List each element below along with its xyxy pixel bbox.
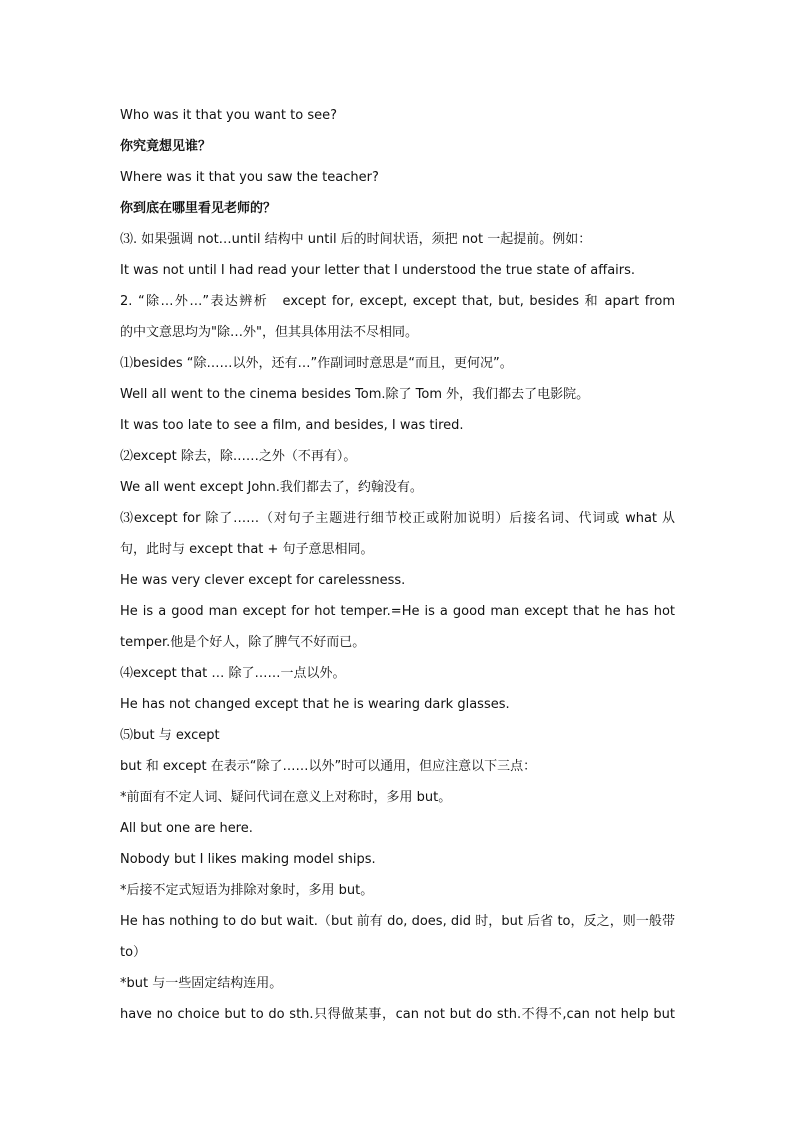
example-sentence: Well all went to the cinema besides Tom.除了 Tom 外，我们都去了电影院。 — [120, 387, 590, 402]
example-sentence: He is a good man except for hot temper.=He is a good man except that he has hot — [120, 604, 675, 619]
document-body — [120, 100, 675, 1030]
example-sentence: Nobody but I likes making model ships. — [120, 852, 376, 867]
section-heading: 2. “除…外…”表达辨析 except for, except, except that, but, besides 和 apart from — [120, 294, 675, 309]
rule-note: ⑶. 如果强调 not…until 结构中 until 后的时间状语，须把 not 一起提前。例如： — [120, 232, 592, 247]
example-sentence: have no choice but to do sth.只得做某事，can not but do sth.不得不,can not help but — [120, 1007, 675, 1022]
subsection-besides: ⑴besides “除……以外，还有…”作副词时意思是“而且，更何况”。 — [120, 356, 513, 371]
subsection-except-that: ⑷except that … 除了……一点以外。 — [120, 666, 346, 681]
example-sentence: It was not until I had read your letter that I understood the true state of affairs. — [120, 263, 636, 278]
rule-note: but 和 except 在表示“除了……以外”时可以通用，但应注意以下三点： — [120, 759, 537, 774]
subsection-except: ⑵except 除去，除……之外（不再有）。 — [120, 449, 357, 464]
rule-point: *后接不定式短语为排除对象时，多用 but。 — [120, 883, 374, 898]
rule-point: *前面有不定人词、疑问代词在意义上对称时，多用 but。 — [120, 790, 452, 805]
example-sentence-continued: temper.他是个好人，除了脾气不好而已。 — [120, 635, 366, 650]
example-sentence: It was too late to see a film, and besides, I was tired. — [120, 418, 464, 433]
example-sentence: We all went except John.我们都去了，约翰没有。 — [120, 480, 423, 495]
example-sentence-continued: to） — [120, 945, 147, 960]
example-sentence: Who was it that you want to see? — [120, 108, 337, 123]
example-sentence: Where was it that you saw the teacher? — [120, 170, 379, 185]
subsection-except-for: ⑶except for 除了……（对句子主题进行细节校正或附加说明）后接名词、代词或 what 从 — [120, 511, 675, 526]
section-heading-continued: 的中文意思均为"除…外"，但其具体用法不尽相同。 — [120, 325, 418, 340]
subsection-but-except: ⑸but 与 except — [120, 728, 220, 743]
translation: 你究竟想见谁？ — [120, 139, 212, 154]
example-sentence: He has nothing to do but wait.（but 前有 do, does, did 时，but 后省 to，反之，则一般带 — [120, 914, 675, 929]
example-sentence: All but one are here. — [120, 821, 253, 836]
example-sentence: He was very clever except for carelessness. — [120, 573, 406, 588]
translation: 你到底在哪里看见老师的？ — [120, 201, 277, 216]
example-sentence: He has not changed except that he is wearing dark glasses. — [120, 697, 510, 712]
rule-point: *but 与一些固定结构连用。 — [120, 976, 283, 991]
subsection-except-for-continued: 句，此时与 except that + 句子意思相同。 — [120, 542, 374, 557]
